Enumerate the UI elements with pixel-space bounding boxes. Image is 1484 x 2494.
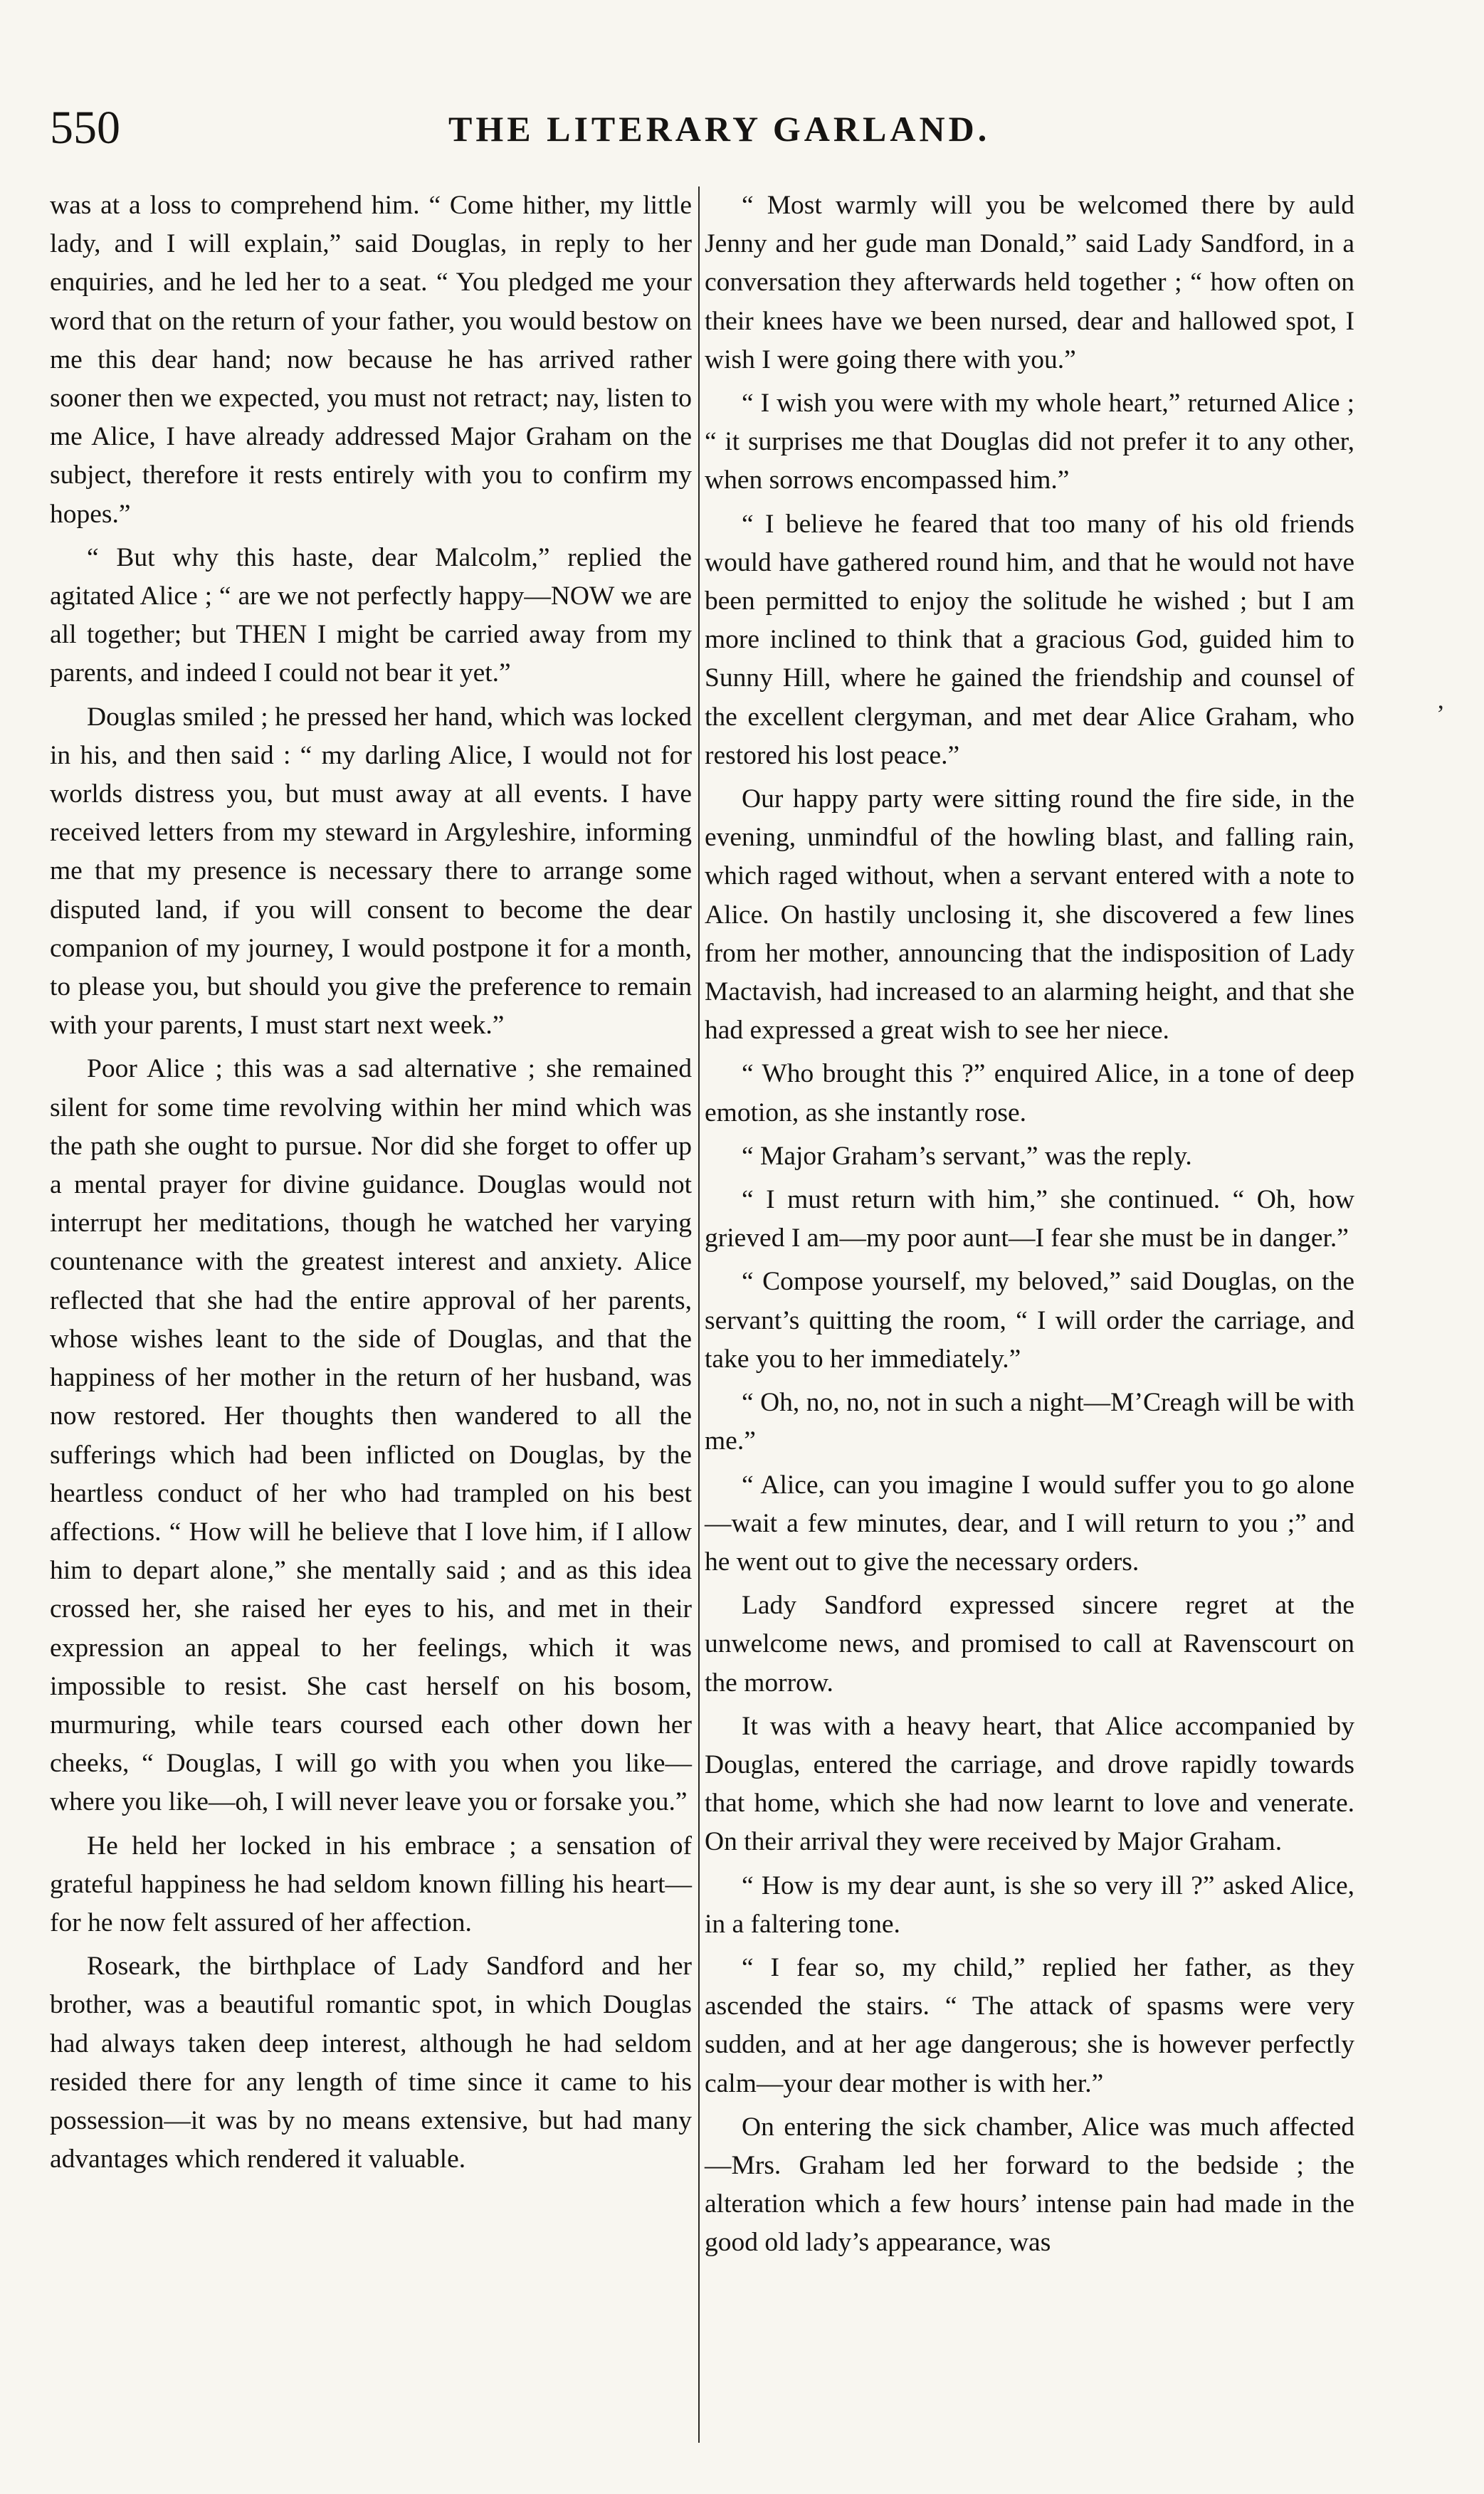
page-header bbox=[50, 100, 1352, 157]
paragraph: “ How is my dear aunt, is she so very ill ?” asked Alice, in a faltering tone. bbox=[705, 1871, 1354, 1939]
paragraph: “ I fear so, my child,” replied her father, as they ascended the stairs. “ The attack of spasms were very sudden, and at her age dangerous; she is however perfectly calm—your dear mother is with her.” bbox=[705, 1952, 1354, 2098]
paragraph: Douglas smiled ; he pressed her hand, which was locked in his, and then said : “ my darling Alice, I would not for worlds distress you, but must away at all events. I have received letters from my steward in Argyleshire, informing me that my presence is necessary there to arrange some disputed land, if you will consent to become the dear companion of my journey, I would postpone it for a month, to please you, but should you give the preference to remain with your parents, I must start next week.” bbox=[50, 702, 692, 1041]
paragraph: “ Most warmly will you be welcomed there by auld Jenny and her gude man Donald,” said Lady Sandford, in a conversation they afterwards held together ; “ how often on their knees have we been nursed, dear and hallowed spot, I wish I were going there with you.” bbox=[705, 191, 1354, 374]
right-column bbox=[705, 186, 1354, 2268]
paragraph: “ Oh, no, no, not in such a night—M’Creagh will be with me.” bbox=[705, 1388, 1354, 1456]
column-divider bbox=[698, 186, 700, 2443]
paragraph: “ Compose yourself, my beloved,” said Douglas, on the servant’s quitting the room, “ I will order the carriage, and take you to her immediately.” bbox=[705, 1267, 1354, 1374]
paragraph: It was with a heavy heart, that Alice accompanied by Douglas, entered the carriage, and drove rapidly towards that home, which she had now learnt to love and venerate. On their arrival they were received by Major Graham. bbox=[705, 1711, 1354, 1857]
paragraph: Poor Alice ; this was a sad alternative ; she remained silent for some time revolving within her mind which was the path she ought to pursue. Nor did she forget to offer up a mental prayer for divine guidance. Douglas would not interrupt her meditations, though he watched her varying countenance with the greatest interest and anxiety. Alice reflected that she had the entire approval of her parents, whose wishes leant to the side of Douglas, and that the happiness of her mother in the return of her husband, was now restored. Her thoughts then wandered to all the sufferings which had been inflicted on Douglas, by the heartless conduct of her who had trampled on his best affections. “ How will he believe that I love him, if I allow him to depart alone,” she mentally said ; and as this idea crossed her, she raised her eyes to his, and met in their expression an appeal to her feelings, which it was impossible to resist. She cast herself on his bosom, murmuring, while tears coursed each other down her cheeks, “ Douglas, I will go with you when you like—where you like—oh, I will never leave you or forsake you.” bbox=[50, 1054, 692, 1817]
margin-mark: ’ bbox=[1436, 700, 1445, 728]
paragraph: “ I wish you were with my whole heart,” returned Alice ; “ it surprises me that Douglas did not prefer it to any other, when sorrows encompassed him.” bbox=[705, 389, 1354, 495]
paragraph: “ I believe he feared that too many of his old friends would have gathered round him, and that he would not have been permitted to enjoy the solitude he wished ; but I am more inclined to think that a gracious God, guided him to Sunny Hill, where he gained the friendship and counsel of the excellent clergyman, and met dear Alice Graham, who restored his lost peace.” bbox=[705, 509, 1354, 770]
paragraph: “ I must return with him,” she continued. “ Oh, how grieved I am—my poor aunt—I fear she must be in danger.” bbox=[705, 1185, 1354, 1253]
paragraph: He held her locked in his embrace ; a sensation of grateful happiness he had seldom known filling his heart—for he now felt assured of her affection. bbox=[50, 1831, 692, 1937]
paragraph: Roseark, the birthplace of Lady Sandford and her brother, was a beautiful romantic spot, in which Douglas had always taken deep interest, although he had seldom resided there for any length of time since it came to his possession—it was by no means extensive, but had many advantages which rendered it valuable. bbox=[50, 1952, 692, 2174]
paragraph: “ But why this haste, dear Malcolm,” replied the agitated Alice ; “ are we not perfectly happy—NOW we are all together; but THEN I might be carried away from my parents, and indeed I could not bear it yet.” bbox=[50, 542, 692, 688]
paragraph: was at a loss to comprehend him. “ Come hither, my little lady, and I will explain,” said Douglas, in reply to her enquiries, and he led her to a seat. “ You pledged me your word that on the return of your father, you would bestow on me this dear hand; now because he has arrived rather sooner then we expected, you must not retract; nay, listen to me Alice, I have already addressed Major Graham on the subject, therefore it rests entirely with you to confirm my hopes.” bbox=[50, 191, 692, 529]
paragraph: Lady Sandford expressed sincere regret at the unwelcome news, and promised to call at Ravenscourt on the morrow. bbox=[705, 1591, 1354, 1698]
left-column bbox=[50, 186, 692, 2184]
paragraph: On entering the sick chamber, Alice was much affected—Mrs. Graham led her forward to the bedside ; the alteration which a few hours’ intense pain had made in the good old lady’s appearance, was bbox=[705, 2112, 1354, 2258]
paragraph: “ Alice, can you imagine I would suffer you to go alone—wait a few minutes, dear, and I will return to you ;” and he went out to give the necessary orders. bbox=[705, 1470, 1354, 1577]
paragraph: “ Who brought this ?” enquired Alice, in a tone of deep emotion, as she instantly rose. bbox=[705, 1059, 1354, 1127]
paragraph: “ Major Graham’s servant,” was the reply. bbox=[742, 1141, 1192, 1171]
paragraph: Our happy party were sitting round the fire side, in the evening, unmindful of the howling blast, and falling rain, which raged without, when a servant entered with a note to Alice. On hastily unclosing it, she discovered a few lines from her mother, announcing that the indisposition of Lady Mactavish, had increased to an alarming height, and that she had expressed a great wish to see her niece. bbox=[705, 784, 1354, 1046]
page-number: 550 bbox=[50, 102, 120, 154]
running-title: THE LITERARY GARLAND. bbox=[448, 109, 991, 149]
